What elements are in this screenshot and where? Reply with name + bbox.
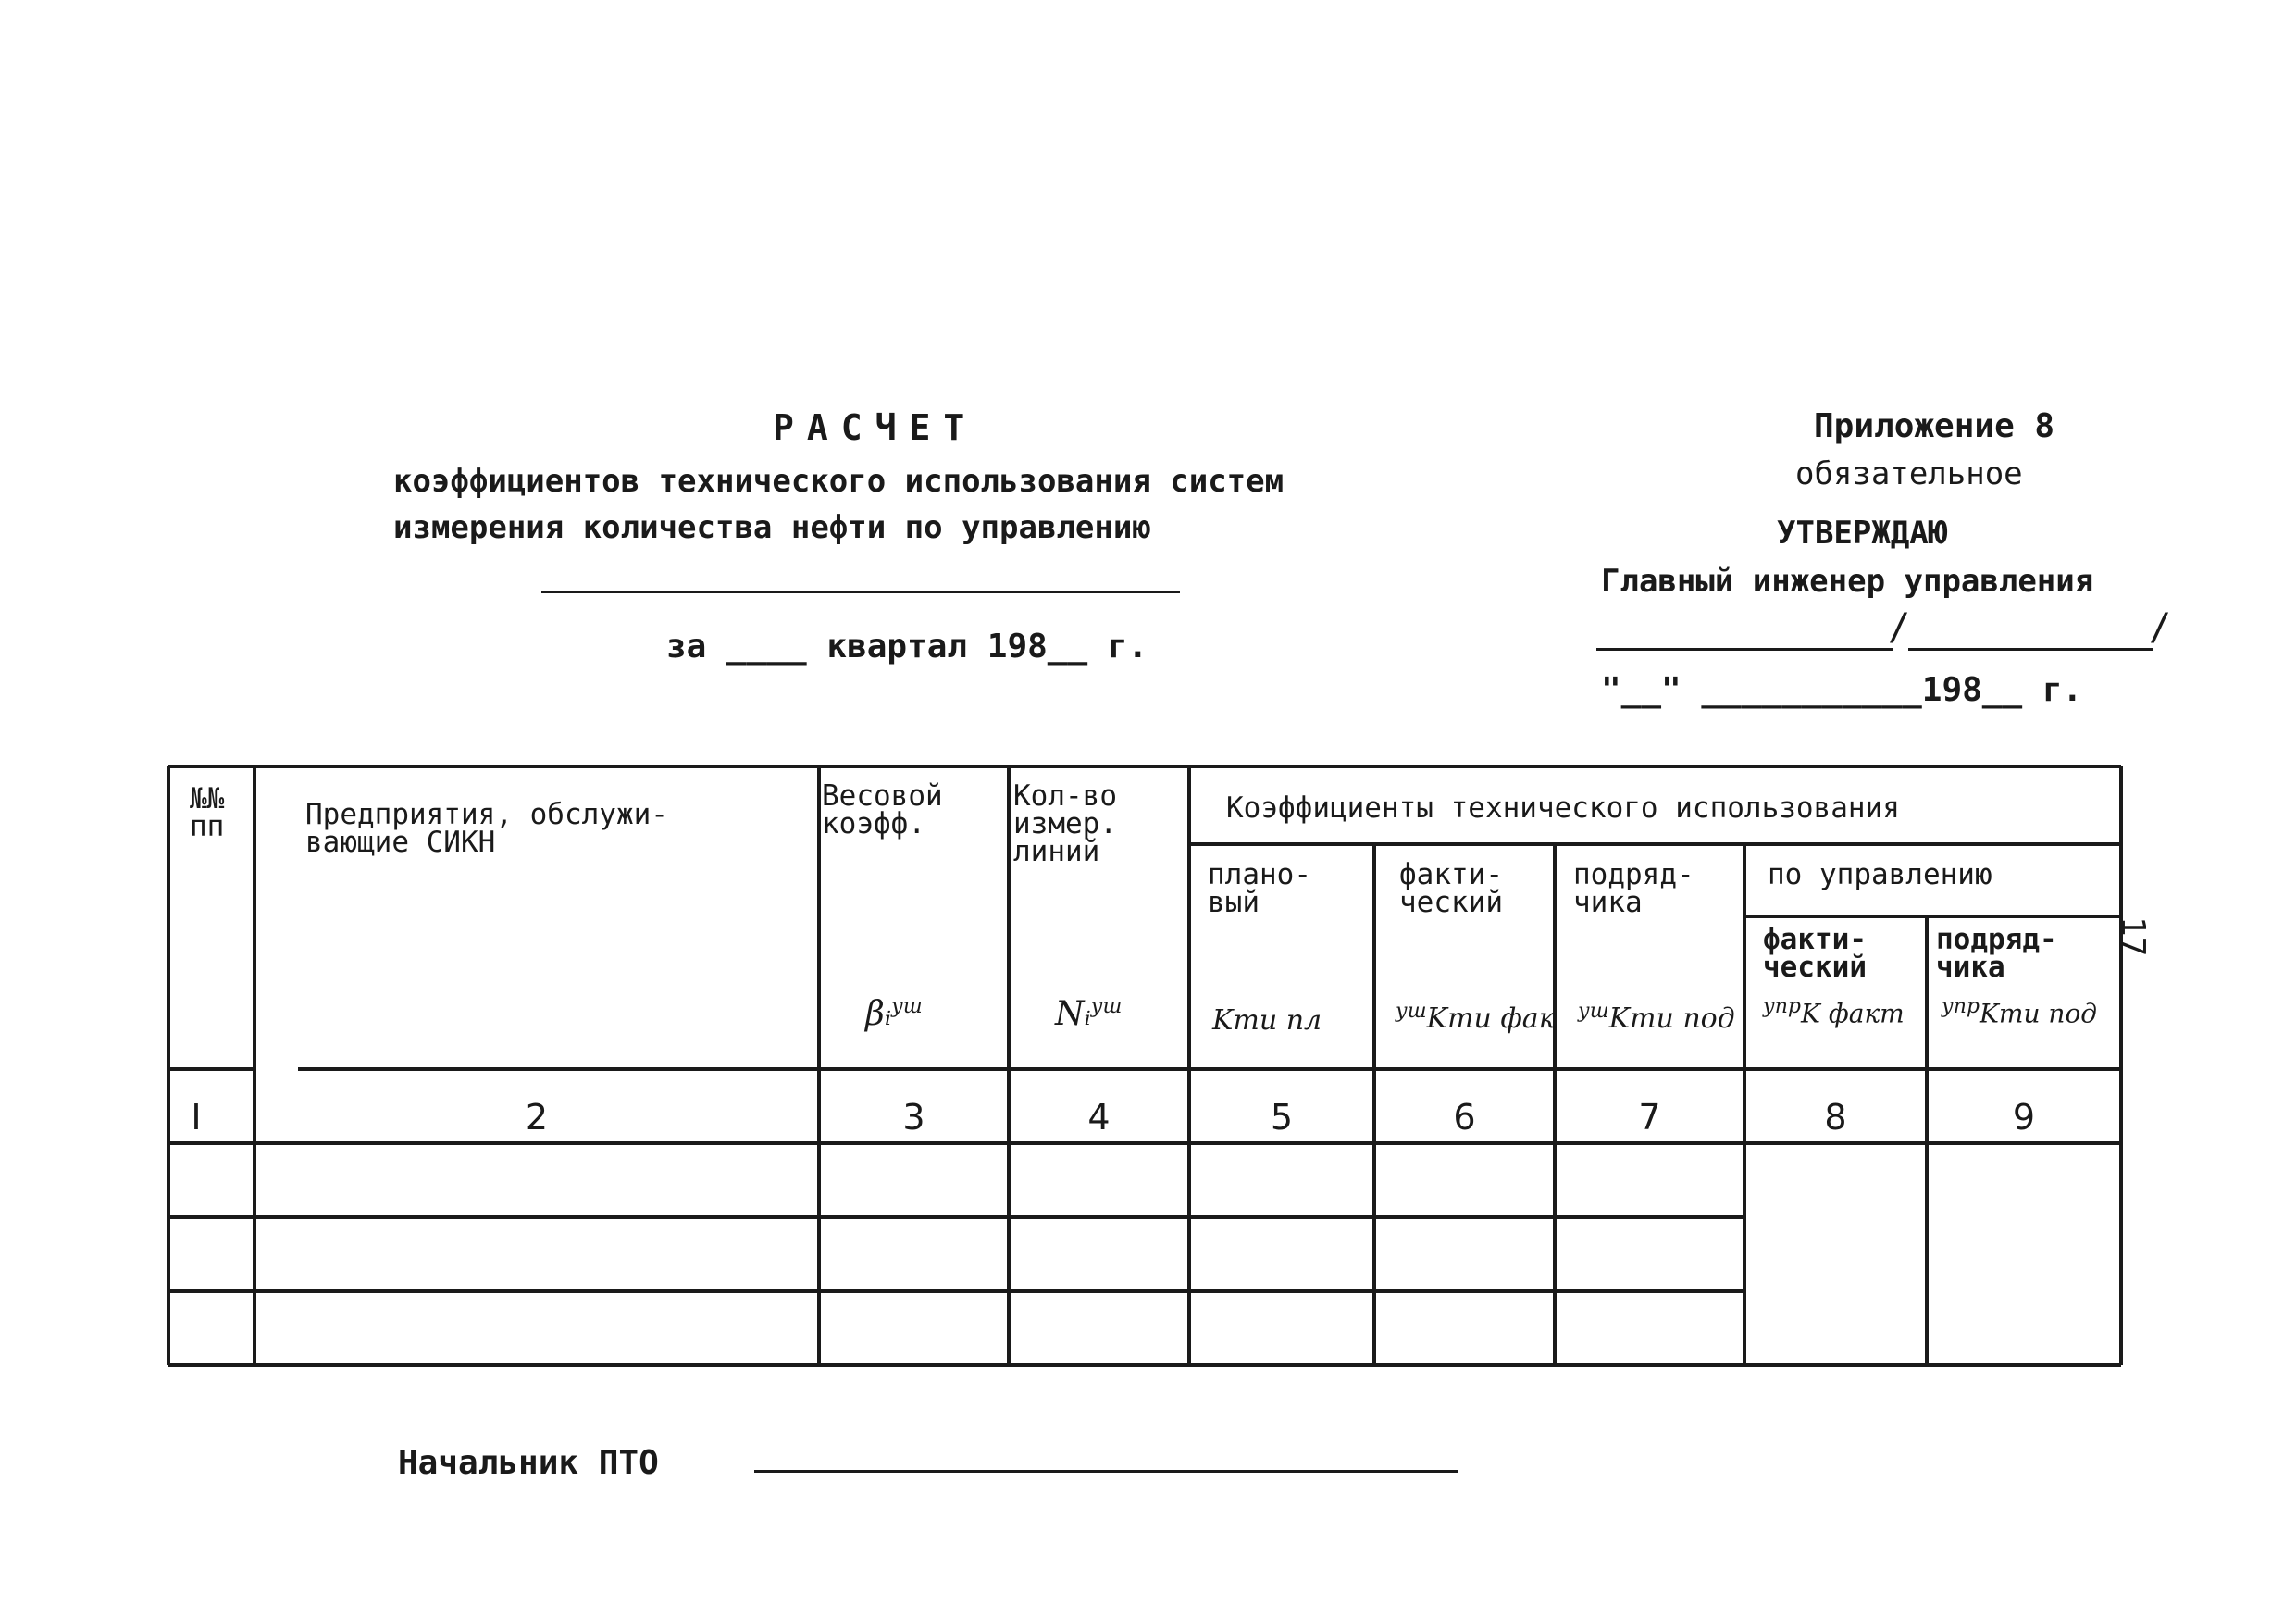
- mandatory-label: обязательное: [1795, 455, 2023, 492]
- column-number-6: 6: [1453, 1097, 1476, 1138]
- col-weight-symbol: βᵢ$^{уш}$: [865, 995, 923, 1033]
- col-mgmt-contractor-symbol: $^{упр}$Kти под: [1942, 995, 2098, 1029]
- column-number-9: 9: [2012, 1097, 2036, 1138]
- column-number-3: 3: [902, 1097, 925, 1138]
- col-no-header: №№ пп: [190, 782, 225, 843]
- col-planned-symbol: Kти пл: [1212, 1004, 1322, 1037]
- reporting-period: за ____ квартал 198__ г.: [666, 628, 1148, 666]
- col-mgmt-actual-symbol: $^{упр}$K факт: [1763, 995, 1905, 1029]
- col-enterprises-header: Предприятия, обслужи- вающие СИКН: [305, 798, 668, 859]
- col-mgmt-contractor-header: подряд- чика: [1936, 923, 2057, 984]
- page-number: 17: [2114, 916, 2152, 957]
- column-number-8: 8: [1824, 1097, 1847, 1138]
- document-subtitle-line1: коэффициентов технического использования систем: [393, 463, 1285, 500]
- column-number-5: 5: [1270, 1097, 1294, 1138]
- chief-signature-line: [754, 1470, 1458, 1473]
- document-subtitle-line2: измерения количества нефти по управлению: [393, 509, 1151, 546]
- col-weight-header: Весовой коэфф.: [822, 779, 943, 840]
- chief-engineer-label: Главный инженер управления: [1601, 563, 2094, 600]
- group-header: Коэффициенты технического использования: [1226, 791, 1900, 825]
- col-mgmt-actual-header: факти- ческий: [1763, 923, 1867, 984]
- col-contractor-symbol: $^{уш}$Kти под: [1578, 1000, 1735, 1035]
- document-title: РАСЧЕТ: [773, 407, 978, 448]
- col-planned-header: плано- вый: [1208, 858, 1311, 919]
- column-number-7: 7: [1638, 1097, 1661, 1138]
- appendix-label: Приложение 8: [1814, 407, 2055, 445]
- col-contractor-header: подряд- чика: [1573, 858, 1694, 919]
- signature-slash: /: [1888, 606, 1911, 649]
- col-lines-symbol: Nᵢ$^{уш}$: [1055, 995, 1123, 1033]
- column-number-2: 2: [525, 1097, 549, 1138]
- name-slash: /: [2149, 606, 2172, 649]
- column-number-1: I: [191, 1097, 202, 1138]
- column-number-4: 4: [1087, 1097, 1111, 1138]
- col-actual-header: факти- ческий: [1399, 858, 1503, 919]
- chief-pto-label: Начальник ПТО: [398, 1444, 659, 1482]
- col-actual-symbol: $^{уш}$Kти фак: [1396, 1000, 1556, 1035]
- col-lines-header: Кол-во измер. линий: [1013, 779, 1117, 868]
- approval-date-line: "__" ___________198__ г.: [1601, 671, 2083, 709]
- management-header: по управлению: [1768, 858, 1992, 891]
- approve-label: УТВЕРЖДАЮ: [1777, 515, 1948, 552]
